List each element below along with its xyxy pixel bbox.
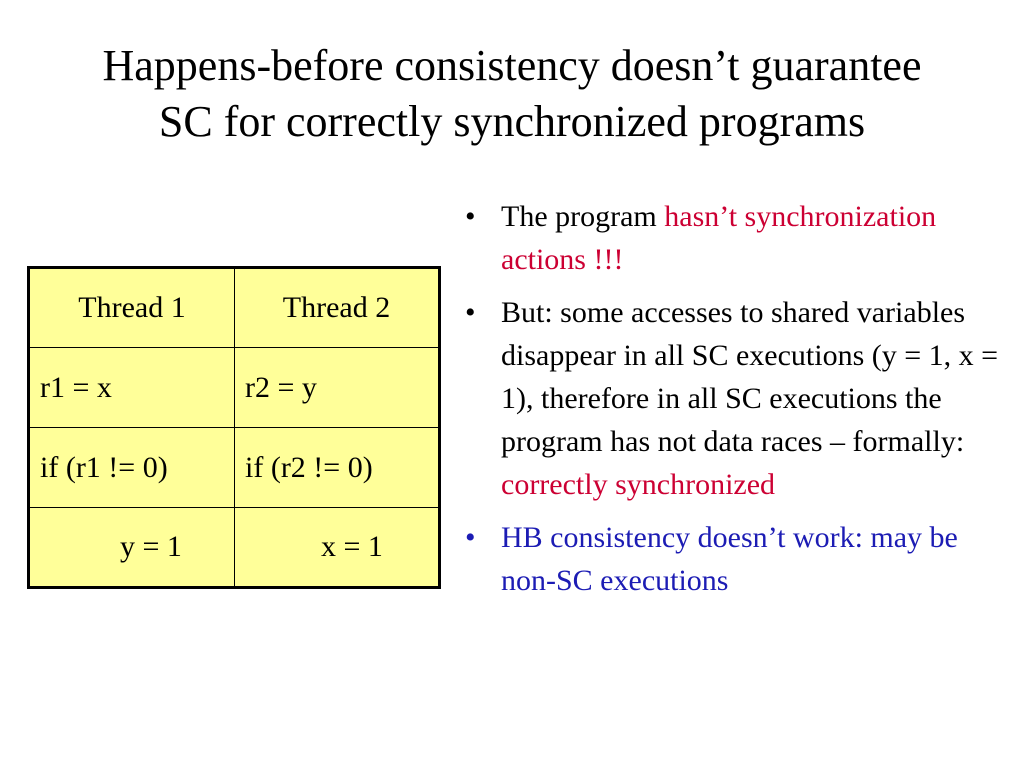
bullet-2-highlight: correctly synchronized xyxy=(501,468,776,501)
threads-table xyxy=(27,266,441,589)
bullet-item-2 xyxy=(465,291,1005,506)
table-cell: if (r1 != 0) xyxy=(29,428,235,508)
header-thread-2: Thread 2 xyxy=(235,268,440,348)
table-cell: r2 = y xyxy=(235,348,440,428)
table-cell: y = 1 xyxy=(29,508,235,588)
title-line-1: Happens-before consistency doesn’t guarantee xyxy=(102,41,922,90)
header-thread-1: Thread 1 xyxy=(29,268,235,348)
table-cell: x = 1 xyxy=(235,508,440,588)
table-row xyxy=(29,348,440,428)
slide-title xyxy=(0,38,1024,150)
bullet-3-text: HB consistency doesn’t work: may be non-SC executions xyxy=(501,521,958,597)
table-header-row xyxy=(29,268,440,348)
table-cell: r1 = x xyxy=(29,348,235,428)
bullet-1-highlight: hasn’t synchronization actions !!! xyxy=(501,200,937,276)
bullet-item-3 xyxy=(465,516,1005,602)
bullet-1-text: The program xyxy=(501,200,665,233)
bullet-2-text: But: some accesses to shared variables disappear in all SC executions (y = 1, x = 1), therefore in all SC executions the program has not data races – formally: xyxy=(501,296,999,458)
table-row xyxy=(29,508,440,588)
table-row xyxy=(29,428,440,508)
table-cell: if (r2 != 0) xyxy=(235,428,440,508)
title-line-2: SC for correctly synchronized programs xyxy=(158,97,866,146)
bullet-marker: • xyxy=(465,521,476,554)
bullet-list xyxy=(465,195,1005,612)
bullet-item-1 xyxy=(465,195,1005,281)
bullet-marker: • xyxy=(465,296,476,329)
bullet-marker: • xyxy=(465,200,476,233)
